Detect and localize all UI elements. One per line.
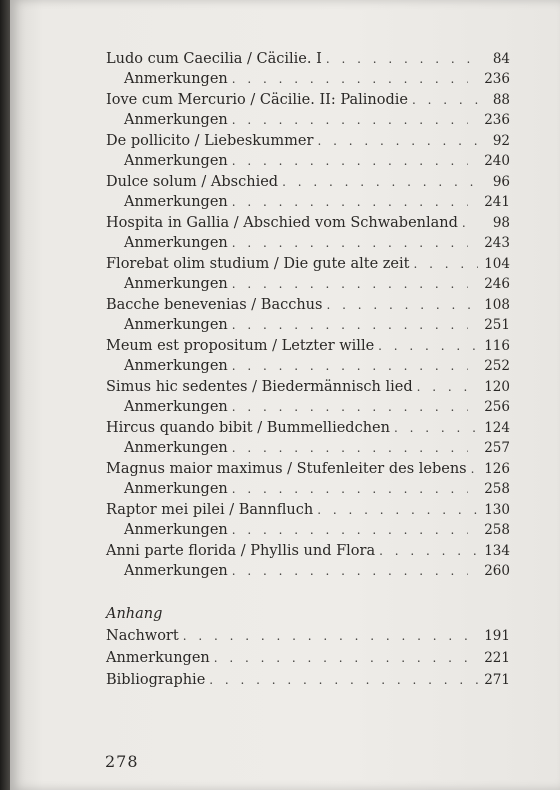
leader-dots bbox=[379, 540, 478, 562]
toc-notes-line bbox=[106, 316, 510, 335]
toc-notes-line-title: Anmerkungen bbox=[124, 112, 228, 128]
toc-entry-line-title: Anni parte florida / Phyllis und Flora bbox=[106, 543, 376, 559]
toc-entry-line-title: Raptor mei pilei / Bannfluch bbox=[106, 502, 314, 518]
leader-dots bbox=[232, 70, 468, 89]
book-spine-shadow bbox=[0, 0, 10, 790]
toc-entry-line bbox=[106, 294, 510, 316]
toc-entry-line-page: 98 bbox=[492, 215, 510, 231]
toc-notes-line bbox=[106, 193, 510, 212]
book-page bbox=[10, 0, 560, 790]
toc-notes-line bbox=[106, 152, 510, 171]
leader-dots bbox=[232, 152, 468, 171]
toc-entry-line bbox=[106, 212, 510, 234]
toc-entry-line-page: 104 bbox=[484, 256, 510, 272]
toc-notes-line-title: Anmerkungen bbox=[124, 276, 228, 292]
toc-entry-line-title: De pollicito / Liebeskummer bbox=[106, 133, 314, 149]
appendix-item-page: 191 bbox=[484, 628, 510, 644]
toc-notes-line-title: Anmerkungen bbox=[124, 563, 228, 579]
toc-entry-line bbox=[106, 458, 510, 480]
toc-entry-line-page: 124 bbox=[484, 420, 510, 436]
leader-dots bbox=[232, 562, 468, 581]
toc-entry bbox=[106, 212, 510, 253]
appendix-item bbox=[106, 625, 510, 647]
toc-entry-line bbox=[106, 89, 510, 111]
toc-entry-line bbox=[106, 376, 510, 398]
toc-notes-line-page: 236 bbox=[484, 112, 510, 128]
toc-entry bbox=[106, 335, 510, 376]
toc-notes-line-page: 260 bbox=[484, 563, 510, 579]
toc-notes-line-page: 258 bbox=[484, 522, 510, 538]
leader-dots bbox=[282, 171, 478, 193]
toc-notes-line-page: 256 bbox=[484, 399, 510, 415]
toc-notes-line bbox=[106, 111, 510, 130]
toc-notes-line-page: 236 bbox=[484, 71, 510, 87]
leader-dots bbox=[214, 647, 478, 669]
toc-entry bbox=[106, 253, 510, 294]
leader-dots bbox=[232, 521, 468, 540]
toc-entry-line bbox=[106, 417, 510, 439]
toc-entry-line-page: 92 bbox=[492, 133, 510, 149]
toc-entry bbox=[106, 458, 510, 499]
toc-entry bbox=[106, 376, 510, 417]
toc-entry-line-page: 120 bbox=[484, 379, 510, 395]
toc-notes-line-title: Anmerkungen bbox=[124, 235, 228, 251]
toc-entries bbox=[106, 48, 510, 581]
page-number: 278 bbox=[105, 752, 139, 771]
toc-entry-line-page: 116 bbox=[484, 338, 510, 354]
toc-notes-line bbox=[106, 275, 510, 294]
toc-notes-line-title: Anmerkungen bbox=[124, 522, 228, 538]
toc-notes-line-page: 243 bbox=[484, 235, 510, 251]
toc-notes-line bbox=[106, 480, 510, 499]
toc-entry-line bbox=[106, 499, 510, 521]
toc-notes-line bbox=[106, 398, 510, 417]
leader-dots bbox=[471, 458, 478, 480]
leader-dots bbox=[326, 294, 478, 316]
leader-dots bbox=[232, 234, 468, 253]
toc-notes-line-title: Anmerkungen bbox=[124, 440, 228, 456]
toc-notes-line-page: 246 bbox=[484, 276, 510, 292]
toc-notes-line-title: Anmerkungen bbox=[124, 153, 228, 169]
toc-entry bbox=[106, 171, 510, 212]
leader-dots bbox=[232, 439, 468, 458]
toc-notes-line bbox=[106, 521, 510, 540]
toc-entry-line-title: Dulce solum / Abschied bbox=[106, 174, 279, 190]
toc-entry-line-page: 88 bbox=[492, 92, 510, 108]
toc-entry bbox=[106, 48, 510, 89]
toc-entry-line-title: Hospita in Gallia / Abschied vom Schwabenland bbox=[106, 215, 458, 231]
toc-entry-line-title: Florebat olim studium / Die gute alte zeit bbox=[106, 256, 410, 272]
toc-notes-line-title: Anmerkungen bbox=[124, 481, 228, 497]
toc-notes-line-page: 258 bbox=[484, 481, 510, 497]
leader-dots bbox=[232, 316, 468, 335]
toc-notes-line bbox=[106, 357, 510, 376]
appendix-item-title: Bibliographie bbox=[106, 672, 206, 688]
appendix-item bbox=[106, 647, 510, 669]
toc-entry-line-page: 130 bbox=[484, 502, 510, 518]
leader-dots bbox=[326, 48, 478, 70]
appendix-item bbox=[106, 669, 510, 691]
toc-entry bbox=[106, 89, 510, 130]
appendix-item-page: 221 bbox=[484, 650, 510, 666]
toc-entry-line bbox=[106, 335, 510, 357]
leader-dots bbox=[317, 130, 478, 152]
leader-dots bbox=[412, 89, 478, 111]
toc-notes-line-page: 252 bbox=[484, 358, 510, 374]
leader-dots bbox=[183, 625, 478, 647]
toc-entry bbox=[106, 499, 510, 540]
leader-dots bbox=[462, 212, 478, 234]
toc-notes-line-title: Anmerkungen bbox=[124, 194, 228, 210]
toc-entry-line-page: 134 bbox=[484, 543, 510, 559]
toc-notes-line bbox=[106, 562, 510, 581]
toc-entry-line bbox=[106, 540, 510, 562]
leader-dots bbox=[232, 111, 468, 130]
toc-notes-line-title: Anmerkungen bbox=[124, 317, 228, 333]
toc-notes-line-title: Anmerkungen bbox=[124, 399, 228, 415]
toc-entry bbox=[106, 130, 510, 171]
toc-entry-line-title: Simus hic sedentes / Biedermännisch lied bbox=[106, 379, 413, 395]
leader-dots bbox=[232, 357, 468, 376]
toc-entry-line-page: 126 bbox=[484, 461, 510, 477]
toc-entry-line-page: 96 bbox=[492, 174, 510, 190]
toc-notes-line bbox=[106, 234, 510, 253]
toc-entry-line bbox=[106, 130, 510, 152]
leader-dots bbox=[317, 499, 478, 521]
toc-entry-line-title: Hircus quando bibit / Bummelliedchen bbox=[106, 420, 390, 436]
toc-entry-line bbox=[106, 253, 510, 275]
toc-entry-line-page: 108 bbox=[484, 297, 510, 313]
toc-notes-line-page: 241 bbox=[484, 194, 510, 210]
toc-notes-line bbox=[106, 439, 510, 458]
appendix-item-title: Anmerkungen bbox=[106, 650, 210, 666]
leader-dots bbox=[394, 417, 478, 439]
toc-entry-line-title: Ludo cum Caecilia / Cäcilie. I bbox=[106, 51, 322, 67]
table-of-contents bbox=[106, 48, 510, 691]
toc-entry bbox=[106, 294, 510, 335]
toc-entry-line bbox=[106, 171, 510, 193]
leader-dots bbox=[232, 398, 468, 417]
leader-dots bbox=[209, 669, 478, 691]
toc-notes-line-title: Anmerkungen bbox=[124, 71, 228, 87]
toc-notes-line-page: 251 bbox=[484, 317, 510, 333]
appendix-item-page: 271 bbox=[484, 672, 510, 688]
toc-notes-line bbox=[106, 70, 510, 89]
leader-dots bbox=[232, 193, 468, 212]
toc-entry-line-title: Iove cum Mercurio / Cäcilie. II: Palinodie bbox=[106, 92, 408, 108]
toc-notes-line-page: 240 bbox=[484, 153, 510, 169]
leader-dots bbox=[417, 376, 478, 398]
toc-entry bbox=[106, 417, 510, 458]
appendix-heading: Anhang bbox=[106, 606, 163, 622]
toc-notes-line-title: Anmerkungen bbox=[124, 358, 228, 374]
toc-entry-line-title: Magnus maior maximus / Stufenleiter des lebens bbox=[106, 461, 467, 477]
leader-dots bbox=[413, 253, 478, 275]
toc-entry-line-page: 84 bbox=[492, 51, 510, 67]
leader-dots bbox=[378, 335, 478, 357]
toc-entry-line bbox=[106, 48, 510, 70]
toc-notes-line-page: 257 bbox=[484, 440, 510, 456]
leader-dots bbox=[232, 275, 468, 294]
appendix-item-title: Nachwort bbox=[106, 628, 179, 644]
toc-entry-line-title: Bacche benevenias / Bacchus bbox=[106, 297, 323, 313]
appendix-items bbox=[106, 625, 510, 691]
toc-entry-line-title: Meum est propositum / Letzter wille bbox=[106, 338, 375, 354]
toc-entry bbox=[106, 540, 510, 581]
leader-dots bbox=[232, 480, 468, 499]
